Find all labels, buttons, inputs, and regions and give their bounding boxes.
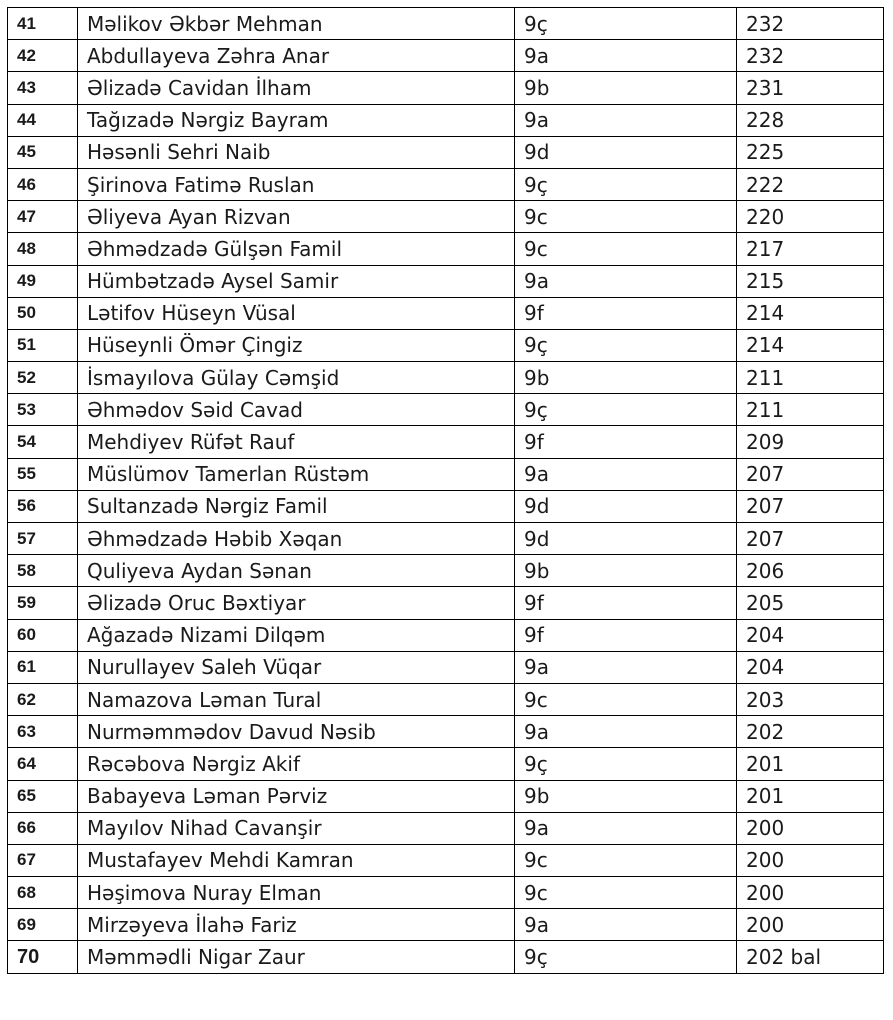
table-row: [8, 909, 884, 941]
class-cell: 9ç: [515, 748, 737, 780]
results-page: [7, 7, 884, 974]
student-name-cell: Hüseynli Ömər Çingiz: [78, 329, 515, 361]
student-name-cell: Əlizadə Cavidan İlham: [78, 72, 515, 104]
score-cell: 207: [737, 523, 884, 555]
score-cell: 207: [737, 490, 884, 522]
student-name-cell: Şirinova Fatimə Ruslan: [78, 168, 515, 200]
table-row: [8, 651, 884, 683]
score-cell: 204: [737, 619, 884, 651]
class-cell: 9d: [515, 136, 737, 168]
table-row: [8, 748, 884, 780]
class-cell: 9f: [515, 426, 737, 458]
row-number-cell: 64: [8, 748, 78, 780]
table-row: [8, 941, 884, 973]
class-cell: 9a: [515, 40, 737, 72]
score-cell: 217: [737, 233, 884, 265]
score-cell: 225: [737, 136, 884, 168]
student-name-cell: Əhmədzadə Gülşən Famil: [78, 233, 515, 265]
table-row: [8, 877, 884, 909]
student-name-cell: Quliyeva Aydan Sənan: [78, 555, 515, 587]
class-cell: 9a: [515, 104, 737, 136]
table-row: [8, 555, 884, 587]
score-cell: 206: [737, 555, 884, 587]
row-number-cell: 62: [8, 683, 78, 715]
row-number-cell: 59: [8, 587, 78, 619]
student-name-cell: Mustafayev Mehdi Kamran: [78, 844, 515, 876]
class-cell: 9c: [515, 233, 737, 265]
student-name-cell: Lətifov Hüseyn Vüsal: [78, 297, 515, 329]
results-table: [7, 7, 884, 974]
score-cell: 214: [737, 297, 884, 329]
student-name-cell: Məlikov Əkbər Mehman: [78, 8, 515, 40]
row-number-cell: 63: [8, 716, 78, 748]
class-cell: 9ç: [515, 168, 737, 200]
table-row: [8, 362, 884, 394]
student-name-cell: Rəcəbova Nərgiz Akif: [78, 748, 515, 780]
row-number-cell: 66: [8, 812, 78, 844]
score-cell: 200: [737, 812, 884, 844]
class-cell: 9a: [515, 651, 737, 683]
table-row: [8, 683, 884, 715]
table-row: [8, 40, 884, 72]
student-name-cell: İsmayılova Gülay Cəmşid: [78, 362, 515, 394]
class-cell: 9b: [515, 555, 737, 587]
student-name-cell: Namazova Ləman Tural: [78, 683, 515, 715]
class-cell: 9ç: [515, 941, 737, 973]
score-cell: 232: [737, 8, 884, 40]
table-row: [8, 136, 884, 168]
row-number-cell: 53: [8, 394, 78, 426]
score-cell: 200: [737, 909, 884, 941]
class-cell: 9ç: [515, 329, 737, 361]
student-name-cell: Əhmədov Səid Cavad: [78, 394, 515, 426]
table-row: [8, 168, 884, 200]
class-cell: 9a: [515, 812, 737, 844]
score-cell: 203: [737, 683, 884, 715]
score-cell: 222: [737, 168, 884, 200]
score-cell: 232: [737, 40, 884, 72]
score-cell: 214: [737, 329, 884, 361]
score-cell: 228: [737, 104, 884, 136]
score-cell: 231: [737, 72, 884, 104]
class-cell: 9a: [515, 909, 737, 941]
table-row: [8, 812, 884, 844]
student-name-cell: Nurməmmədov Davud Nəsib: [78, 716, 515, 748]
table-row: [8, 265, 884, 297]
class-cell: 9c: [515, 683, 737, 715]
student-name-cell: Mehdiyev Rüfət Rauf: [78, 426, 515, 458]
student-name-cell: Hümbətzadə Aysel Samir: [78, 265, 515, 297]
row-number-cell: 45: [8, 136, 78, 168]
table-row: [8, 844, 884, 876]
student-name-cell: Tağızadə Nərgiz Bayram: [78, 104, 515, 136]
score-cell: 204: [737, 651, 884, 683]
table-row: [8, 716, 884, 748]
score-cell: 200: [737, 844, 884, 876]
class-cell: 9d: [515, 523, 737, 555]
row-number-cell: 47: [8, 201, 78, 233]
class-cell: 9ç: [515, 8, 737, 40]
row-number-cell: 65: [8, 780, 78, 812]
student-name-cell: Müslümov Tamerlan Rüstəm: [78, 458, 515, 490]
row-number-cell: 70: [8, 941, 78, 973]
row-number-cell: 69: [8, 909, 78, 941]
score-cell: 220: [737, 201, 884, 233]
student-name-cell: Abdullayeva Zəhra Anar: [78, 40, 515, 72]
class-cell: 9b: [515, 780, 737, 812]
class-cell: 9a: [515, 716, 737, 748]
score-cell: 202: [737, 716, 884, 748]
score-cell: 211: [737, 394, 884, 426]
row-number-cell: 49: [8, 265, 78, 297]
class-cell: 9f: [515, 619, 737, 651]
row-number-cell: 60: [8, 619, 78, 651]
class-cell: 9a: [515, 458, 737, 490]
student-name-cell: Mayılov Nihad Cavanşir: [78, 812, 515, 844]
score-cell: 200: [737, 877, 884, 909]
score-cell: 205: [737, 587, 884, 619]
row-number-cell: 54: [8, 426, 78, 458]
table-row: [8, 72, 884, 104]
row-number-cell: 44: [8, 104, 78, 136]
student-name-cell: Ağazadə Nizami Dilqəm: [78, 619, 515, 651]
score-cell: 209: [737, 426, 884, 458]
row-number-cell: 67: [8, 844, 78, 876]
row-number-cell: 51: [8, 329, 78, 361]
class-cell: 9f: [515, 587, 737, 619]
class-cell: 9c: [515, 201, 737, 233]
class-cell: 9c: [515, 844, 737, 876]
row-number-cell: 68: [8, 877, 78, 909]
table-row: [8, 297, 884, 329]
table-row: [8, 233, 884, 265]
student-name-cell: Sultanzadə Nərgiz Famil: [78, 490, 515, 522]
class-cell: 9b: [515, 362, 737, 394]
student-name-cell: Əhmədzadə Həbib Xəqan: [78, 523, 515, 555]
score-cell: 202 bal: [737, 941, 884, 973]
class-cell: 9b: [515, 72, 737, 104]
row-number-cell: 41: [8, 8, 78, 40]
results-table-body: [8, 8, 884, 974]
class-cell: 9a: [515, 265, 737, 297]
row-number-cell: 52: [8, 362, 78, 394]
row-number-cell: 42: [8, 40, 78, 72]
table-row: [8, 8, 884, 40]
student-name-cell: Əliyeva Ayan Rizvan: [78, 201, 515, 233]
table-row: [8, 426, 884, 458]
table-row: [8, 458, 884, 490]
table-row: [8, 104, 884, 136]
class-cell: 9d: [515, 490, 737, 522]
row-number-cell: 48: [8, 233, 78, 265]
student-name-cell: Əlizadə Oruc Bəxtiyar: [78, 587, 515, 619]
table-row: [8, 587, 884, 619]
student-name-cell: Məmmədli Nigar Zaur: [78, 941, 515, 973]
row-number-cell: 57: [8, 523, 78, 555]
student-name-cell: Mirzəyeva İlahə Fariz: [78, 909, 515, 941]
table-row: [8, 329, 884, 361]
table-row: [8, 780, 884, 812]
table-row: [8, 394, 884, 426]
row-number-cell: 43: [8, 72, 78, 104]
table-row: [8, 619, 884, 651]
score-cell: 211: [737, 362, 884, 394]
row-number-cell: 61: [8, 651, 78, 683]
score-cell: 201: [737, 748, 884, 780]
row-number-cell: 46: [8, 168, 78, 200]
score-cell: 201: [737, 780, 884, 812]
student-name-cell: Nurullayev Saleh Vüqar: [78, 651, 515, 683]
student-name-cell: Həşimova Nuray Elman: [78, 877, 515, 909]
row-number-cell: 55: [8, 458, 78, 490]
row-number-cell: 58: [8, 555, 78, 587]
student-name-cell: Babayeva Ləman Pərviz: [78, 780, 515, 812]
class-cell: 9c: [515, 877, 737, 909]
class-cell: 9f: [515, 297, 737, 329]
row-number-cell: 50: [8, 297, 78, 329]
row-number-cell: 56: [8, 490, 78, 522]
score-cell: 207: [737, 458, 884, 490]
table-row: [8, 523, 884, 555]
class-cell: 9ç: [515, 394, 737, 426]
score-cell: 215: [737, 265, 884, 297]
student-name-cell: Həsənli Sehri Naib: [78, 136, 515, 168]
table-row: [8, 490, 884, 522]
table-row: [8, 201, 884, 233]
